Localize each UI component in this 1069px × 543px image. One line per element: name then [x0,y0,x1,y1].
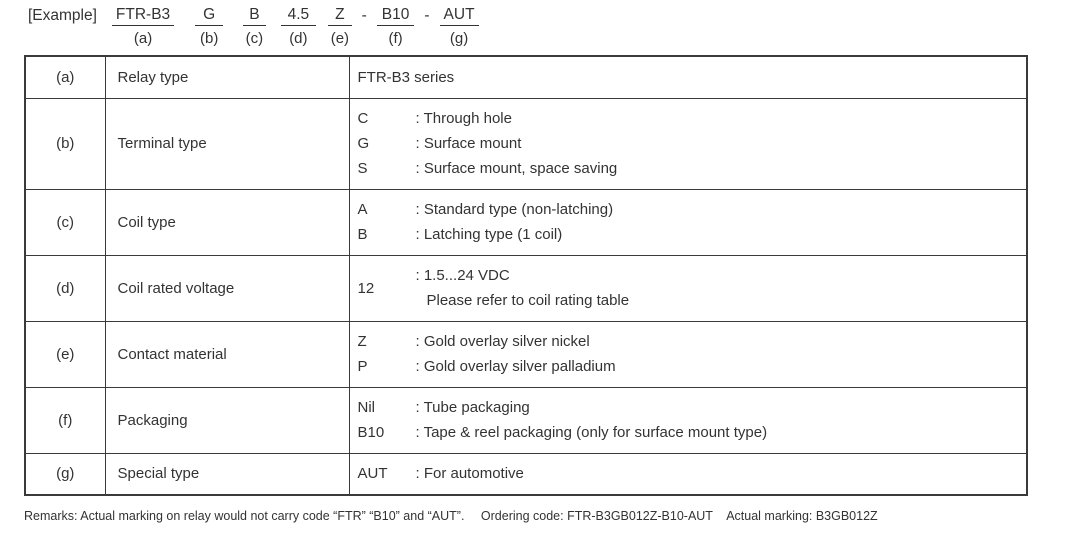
entry-code: C [357,110,369,127]
code-entry [358,131,1027,156]
example-label-f: (f) [388,30,403,47]
entry-code: Nil [357,399,375,416]
example-label-g: (g) [449,30,469,47]
entry-description: : Surface mount, space saving [415,160,618,177]
row-category: Relay type [105,56,349,98]
entry-description: : Surface mount [415,135,522,152]
example-label-e: (e) [330,30,350,47]
example-segment-e [328,5,351,48]
entry-code: Z [357,333,367,350]
ordering-code-table [24,55,1028,496]
example-separator-2: - [424,7,430,24]
example-segment-f [377,5,415,48]
example-prefix: [Example] [28,7,97,24]
row-values [349,321,1027,387]
code-entry [358,197,1027,222]
code-entry [358,222,1027,247]
row-id: (a) [25,56,105,98]
entry-description: : Tube packaging [415,399,530,416]
entry-code: S [357,160,368,177]
row-id: (d) [25,255,105,321]
example-code-c: B [243,5,265,26]
table-row-c [25,189,1027,255]
row-category: Special type [105,453,349,495]
example-segment-b [195,5,223,48]
entry-description: : Latching type (1 coil) [415,226,563,243]
example-code-g: AUT [440,5,479,26]
row-category: Contact material [105,321,349,387]
example-segment-a [112,5,174,48]
code-entry [358,461,1027,486]
table-row-d [25,255,1027,321]
row-category: Packaging [105,387,349,453]
entry-description: : Through hole [415,110,512,127]
entry-code: 12 [357,279,375,297]
example-label-c: (c) [245,30,264,47]
table-row-g [25,453,1027,495]
entry-description: : 1.5...24 VDC [415,267,510,284]
entry-code: A [357,201,368,218]
ordering-code-example [0,0,1069,48]
entry-description: : Gold overlay silver palladium [415,358,616,375]
entry-code: G [357,135,370,152]
row-id: (c) [25,189,105,255]
example-label-d: (d) [289,30,308,47]
entry-code: B [357,226,368,243]
example-code-d: 4.5 [281,5,317,26]
entry-description-note: Please refer to coil rating table [426,292,630,309]
row-category: Terminal type [105,98,349,189]
entry-description: : Tape & reel packaging (only for surface mount type) [415,424,768,441]
value-text: FTR-B3 series [357,68,455,86]
code-entry [358,354,1027,379]
example-code-e: Z [328,5,351,26]
entry-code: B10 [357,424,385,441]
row-values [349,189,1027,255]
row-id: (g) [25,453,105,495]
entry-description-block [416,263,630,313]
row-values [349,98,1027,189]
row-values [349,56,1027,98]
entry-description: : Gold overlay silver nickel [415,333,590,350]
row-values [349,255,1027,321]
example-label-a: (a) [133,30,153,47]
table-row-b [25,98,1027,189]
code-entry [358,106,1027,131]
entry-description: : Standard type (non-latching) [415,201,614,218]
actual-marking-text: Actual marking: B3GB012Z [726,509,878,523]
table-row-f [25,387,1027,453]
ordering-code-text: Ordering code: FTR-B3GB012Z-B10-AUT [480,509,713,523]
row-category: Coil rated voltage [105,255,349,321]
row-id: (f) [25,387,105,453]
example-code-a: FTR-B3 [112,5,174,26]
code-entry [358,395,1027,420]
remarks-text: Remarks: Actual marking on relay would not carry code “FTR” “B10” and “AUT”. [24,509,465,523]
entry-description: : For automotive [415,465,524,483]
remarks-line [24,508,1069,524]
example-segment-c [243,5,265,48]
table-row-a [25,56,1027,98]
example-segment-g [440,5,479,48]
code-entry [358,156,1027,181]
entry-code: AUT [357,465,388,483]
entry-code: P [357,358,368,375]
code-entry [358,329,1027,354]
table-row-e [25,321,1027,387]
example-separator-1: - [361,7,367,24]
row-id: (b) [25,98,105,189]
example-code-b: G [195,5,223,26]
code-entry [358,420,1027,445]
row-values [349,453,1027,495]
row-category: Coil type [105,189,349,255]
row-id: (e) [25,321,105,387]
code-entry [358,263,1027,313]
row-values [349,387,1027,453]
example-label-b: (b) [200,30,219,47]
example-segment-d [281,5,317,48]
example-code-f: B10 [377,5,415,26]
